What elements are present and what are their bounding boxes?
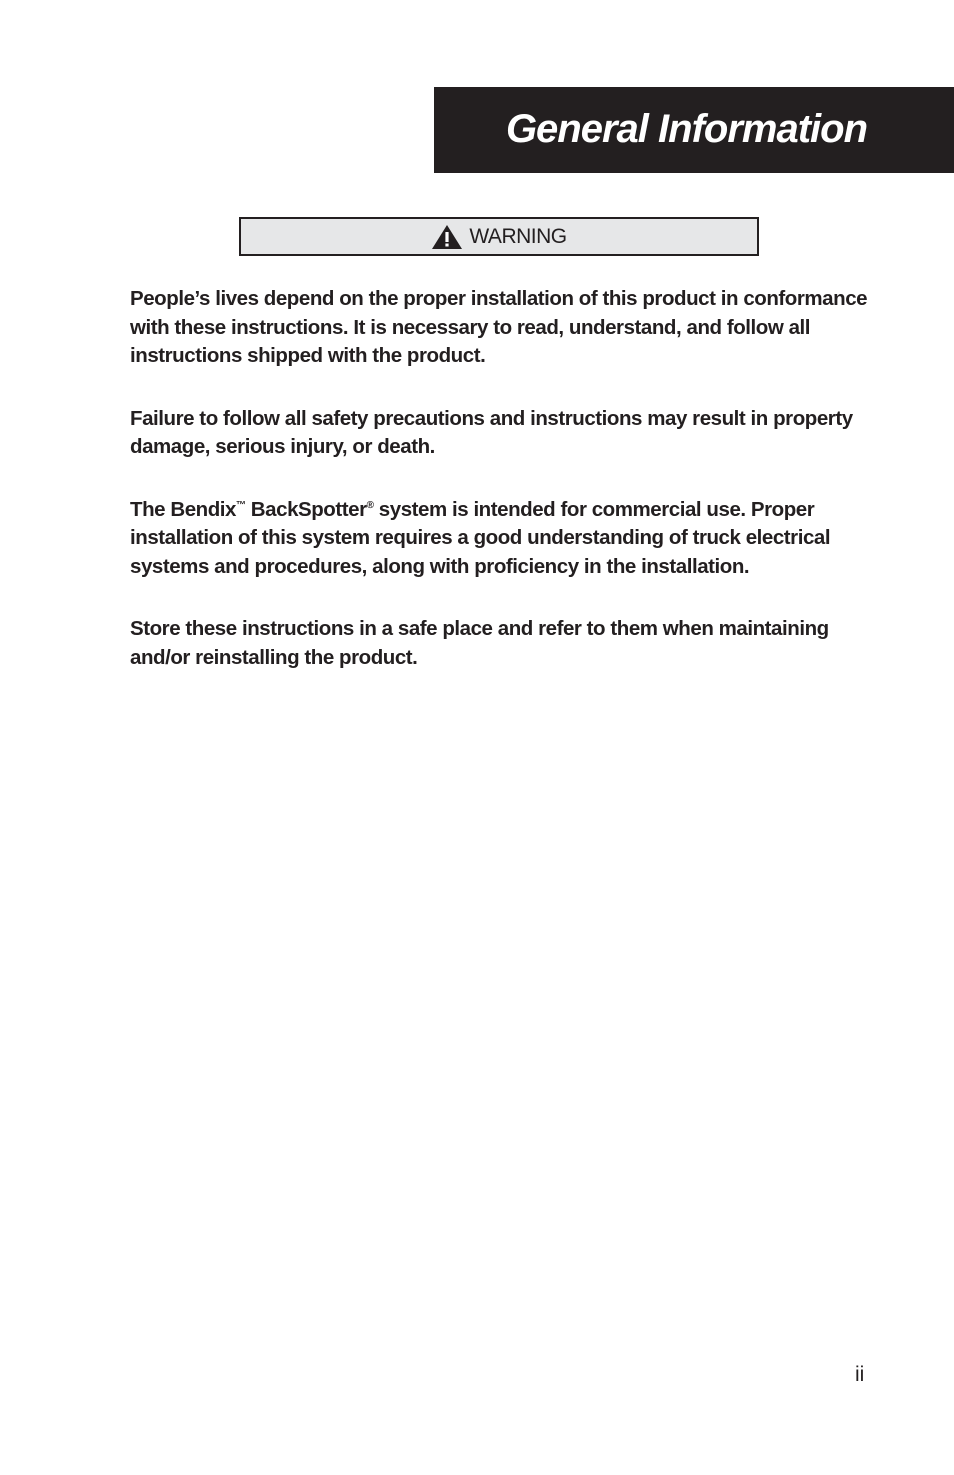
warning-banner bbox=[239, 217, 759, 256]
warning-text-body bbox=[130, 285, 870, 706]
section-title-banner bbox=[434, 87, 954, 173]
warning-label: WARNING bbox=[469, 224, 567, 248]
paragraph-commercial-use-part3: system is intended for commercial use. Proper installation of this system requires a good understanding of truck electrical systems and procedures, along with proficiency in the installation. bbox=[130, 497, 831, 578]
paragraph-installation: People’s lives depend on the proper installation of this product in conformance with these instructions. It is necessary to read, understand, and follow all instructions shipped with the product. bbox=[130, 287, 868, 367]
registered-symbol: ® bbox=[366, 499, 374, 511]
paragraph-safety: Failure to follow all safety precautions and instructions may result in property damage, serious injury, or death. bbox=[130, 406, 853, 458]
page-number: ii bbox=[855, 1363, 865, 1386]
trademark-symbol: ™ bbox=[236, 499, 246, 511]
paragraph-storage: Store these instructions in a safe place and refer to them when maintaining and/or reinstalling the product. bbox=[130, 617, 829, 669]
page-title: General Information bbox=[505, 107, 867, 151]
paragraph-commercial-use-part1: The Bendix bbox=[130, 497, 236, 521]
warning-triangle-icon bbox=[431, 224, 463, 250]
paragraph-commercial-use bbox=[130, 496, 870, 582]
paragraph-commercial-use-part2: BackSpotter bbox=[245, 497, 367, 521]
